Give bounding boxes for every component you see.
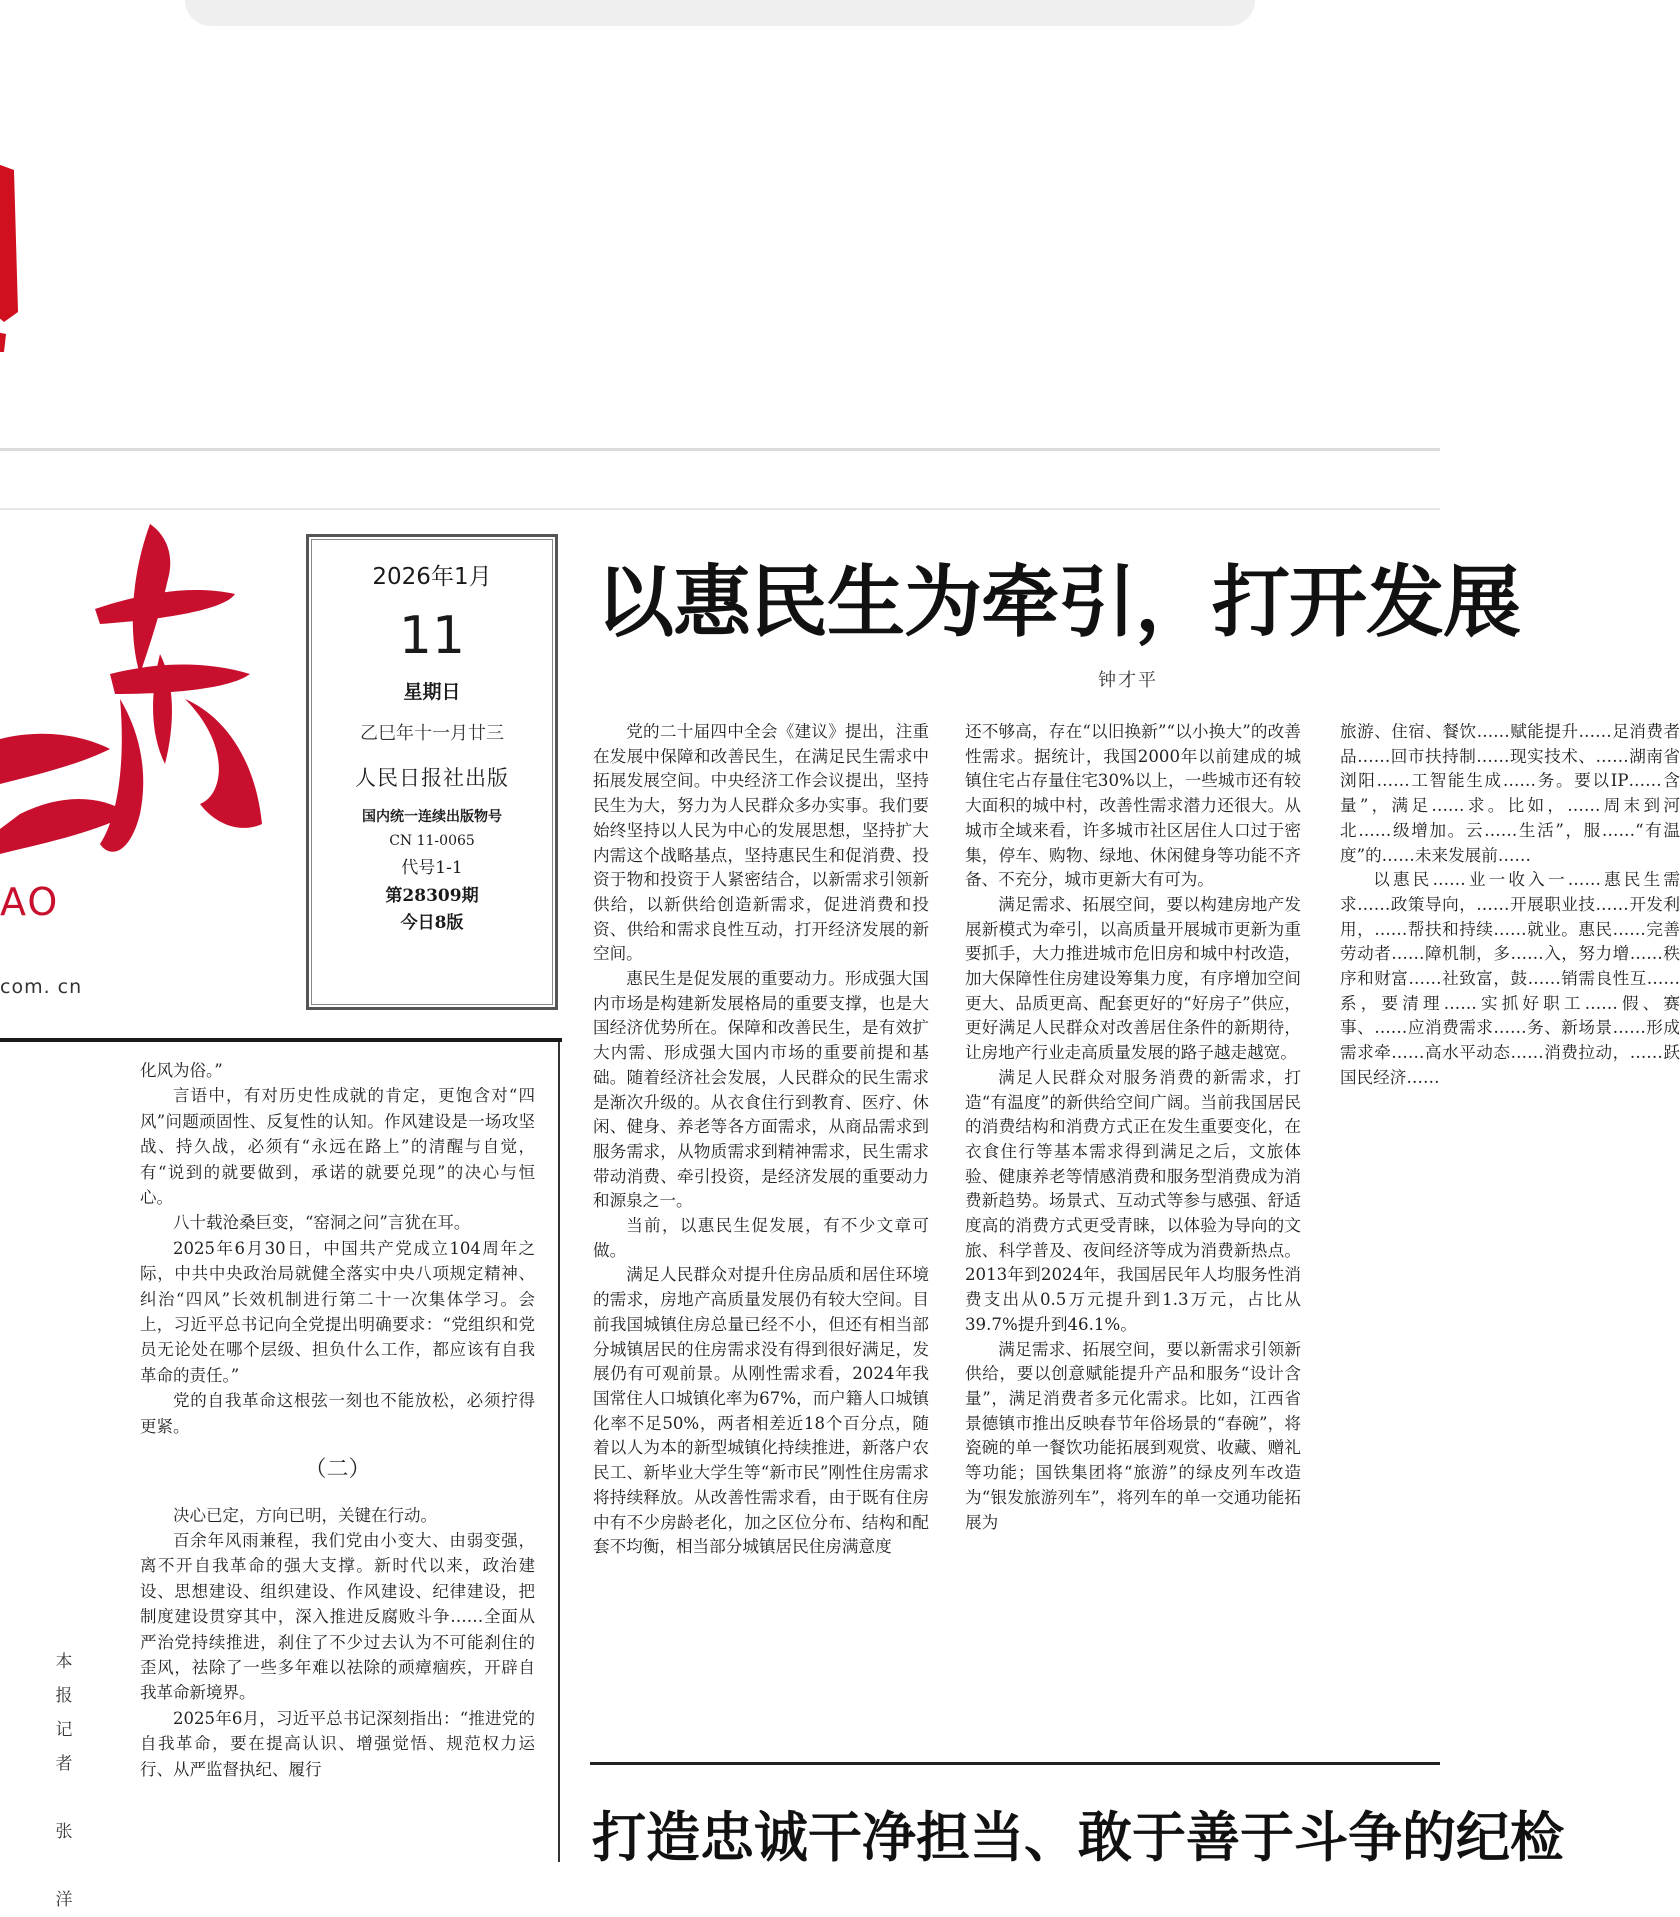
paragraph: 惠民生是促发展的重要动力。形成强大国内市场是构建新发展格局的重要支撑，也是大国经济优势所在。保障和改善民生，是有效扩大内需、形成强大国内市场的重要前提和基础。随着经济社会发展，人民群众的民生需求是渐次升级的。从衣食住行到教育、医疗、休闲、健身、养老等各方面需求，从商品需求到服务需求，从物质需求到精神需求，民生需求带动消费、牵引投资，是经济发展的重要动力和源泉之一。 bbox=[593, 969, 929, 1211]
left-article bbox=[140, 1058, 535, 1782]
reporter-byline: 本 报 记 者 张 洋 bbox=[55, 1652, 73, 1910]
paragraph: 以惠民……业一收入一……惠民生需求……政策导向，……开展职业技……开发利用，……帮扶和持续……就业。惠民……完善劳动者……障机制，多……入，努力增……秩序和财富……社致富，鼓……销需良性互……系，要清理……实抓好职工……假、赛事、……应消费需求……务、新场景……形成需求牵……高水平动态……消费拉动，……跃国民经济…… bbox=[1340, 870, 1680, 1087]
article-column-1 bbox=[593, 720, 929, 1560]
paragraph: 党的自我革命这根弦一刻也不能放松，必须拧得更紧。 bbox=[140, 1391, 535, 1436]
paragraph: 言语中，有对历史性成就的肯定，更饱含对“四风”问题顽固性、反复性的认知。作风建设是一场攻坚战、持久战，必须有“永远在路上”的清醒与自觉，有“说到的就要做到，承诺的就要兑现”的决心与恒心。 bbox=[140, 1086, 535, 1208]
main-headline: 以惠民生为牵引，打开发展 bbox=[596, 558, 1521, 648]
registration-label: 国内统一连续出版物号 bbox=[362, 809, 502, 826]
publisher: 人民日报社出版 bbox=[355, 766, 509, 790]
paragraph: 满足需求、拓展空间，要以新需求引领新供给，要以创意赋能提升产品和服务“设计含量”，满足消费者多元化需求。比如，江西省景德镇市推出反映春节年俗场景的“春碗”，将瓷碗的单一餐饮功能拓展到观赏、收藏、赠礼等功能；国铁集团将“旅游”的绿皮列车改造为“银发旅游列车”，将列车的单一交通功能拓展为 bbox=[965, 1339, 1301, 1532]
article-column-2 bbox=[965, 720, 1301, 1535]
paragraph: 决心已定，方向已明，关键在行动。 bbox=[173, 1505, 437, 1525]
masthead-pinyin: AO bbox=[0, 880, 60, 924]
paragraph: 党的二十届四中全会《建议》提出，注重在发展中保障和改善民生，在满足民生需求中拓展发展空间。中央经济工作会议提出，坚持民生为大，努力为人民群众多办实事。我们要始终坚持以人民为中心的发展思想，坚持扩大内需这个战略基点，坚持惠民生和促消费、投资于物和投资于人紧密结合，以新需求引领新供给，以新供给创造新需求，促进消费和投资、供给和需求良性互动，打开经济发展的新空间。 bbox=[593, 722, 929, 964]
paragraph: 当前，以惠民生促发展，有不少文章可做。 bbox=[593, 1216, 929, 1260]
article-separator bbox=[590, 1762, 1440, 1765]
paragraph: 满足人民群众对提升住房品质和居住环境的需求，房地产高质量发展仍有较大空间。目前我国城镇住房总量已经不小，但还有相当部分城镇居民的住房需求没有得到很好满足，发展仍有可观前景。从刚性需求看，2024年我国常住人口城镇化率为67%，而户籍人口城镇化率不足50%，两者相差近18个百分点，随着以人为本的新型城镇化持续推进，新落户农民工、新毕业大学生等“新市民”刚性住房需求将持续释放。从改善性需求看，由于既有住房中有不少房龄老化，加之区位分布、结构和配套不均衡，相当部分城镇居民住房满意度 bbox=[593, 1265, 929, 1557]
article-column-3 bbox=[1340, 720, 1680, 1091]
date-lunar: 乙巳年十一月廿三 bbox=[360, 722, 504, 744]
search-bar[interactable] bbox=[185, 0, 1255, 26]
paragraph: 还不够高，存在“以旧换新”“以小换大”的改善性需求。据统计，我国2000年以前建成的城镇住宅占存量住宅30%以上，一些城市还有较大面积的城中村，改善性需求潜力还很大。从城市全域来看，许多城市社区居住人口过于密集，停车、购物、绿地、休闲健身等功能不齐备、不充分，城市更新大有可为。 bbox=[965, 722, 1301, 890]
article-author: 钟才平 bbox=[1098, 670, 1158, 691]
paragraph: 旅游、住宿、餐饮……赋能提升……足消费者品……回市扶持制……现实技术、……湖南省浏阳……工智能生成……务。要以IP……含量”，满足……求。比如，……周末到河北……级增加。云……生活”，服……“有温度”的……未来发展前…… bbox=[1340, 722, 1680, 865]
paragraph: 满足人民群众对服务消费的新需求，打造“有温度”的新供给空间广阔。当前我国居民的消费结构和消费方式正在发生重要变化，在衣食住行等基本需求得到满足之后，文旅体验、健康养老等情感消费和服务型消费成为消费新趋势。场景式、互动式等参与感强、舒适度高的消费方式更受青睐，以体验为导向的文旅、科学普及、夜间经济等成为消费新热点。2013年到2024年，我国居民年人均服务性消费支出从0.5万元提升到1.3万元，占比从39.7%提升到46.1%。 bbox=[965, 1067, 1301, 1334]
section-subhead: （二） bbox=[304, 1457, 371, 1483]
paragraph: 2025年6月，习近平总书记深刻指出：“推进党的自我革命，要在提高认识、增强觉悟、规范权力运行、从严监督执纪、履行 bbox=[140, 1708, 535, 1779]
paragraph: 化风为俗。” bbox=[140, 1061, 223, 1080]
newspaper-page bbox=[0, 510, 1680, 1910]
date-day: 11 bbox=[398, 605, 466, 666]
masthead-rule bbox=[0, 1038, 562, 1042]
postal-code: 代号1-1 bbox=[401, 858, 463, 879]
second-headline: 打造忠诚干净担当、敢于善于斗争的纪检 bbox=[592, 1806, 1564, 1869]
logo-fragment-top bbox=[0, 162, 20, 352]
paragraph: 2025年6月30日，中国共产党成立104周年之际，中共中央政治局就健全落实中央八项规定精神、纠治“四风”长效机制进行第二十一次集体学习。会上，习近平总书记向全党提出明确要求：“党组织和党员无论处在哪个层级、担负什么工作，都应该有自我革命的责任。” bbox=[140, 1238, 535, 1385]
page-divider bbox=[0, 448, 1440, 451]
masthead-website: com. cn bbox=[0, 976, 83, 998]
issue-number: 第28309期 bbox=[385, 885, 479, 906]
masthead-logo bbox=[0, 524, 270, 864]
cn-number: CN 11-0065 bbox=[389, 832, 475, 849]
paragraph: 满足需求、拓展空间，要以构建房地产发展新模式为牵引，以高质量开展城市更新为重要抓手，大力推进城市危旧房和城中村改造，加大保障性住房建设筹集力度，有序增加空间更大、品质更高、配套更好的“好房子”供应，更好满足人民群众对改善居住条件的新期待，让房地产行业走高质量发展的路子越走越宽。 bbox=[965, 894, 1301, 1063]
page-count: 今日8版 bbox=[400, 912, 464, 933]
date-year-month: 2026年1月 bbox=[372, 564, 492, 590]
date-weekday: 星期日 bbox=[403, 680, 461, 703]
column-divider bbox=[558, 1042, 560, 1862]
paragraph: 百余年风雨兼程，我们党由小变大、由弱变强，离不开自我革命的强大支撑。新时代以来，政治建设、思想建设、组织建设、作风建设、纪律建设，把制度建设贯穿其中，深入推进反腐败斗争……全面从严治党持续推进，刹住了不少过去认为不可能刹住的歪风，祛除了一些多年难以祛除的顽瘴痼疾，开辟自我革命新境界。 bbox=[140, 1530, 535, 1703]
paragraph: 八十载沧桑巨变，“窑洞之问”言犹在耳。 bbox=[173, 1213, 471, 1233]
date-box bbox=[306, 534, 558, 1010]
